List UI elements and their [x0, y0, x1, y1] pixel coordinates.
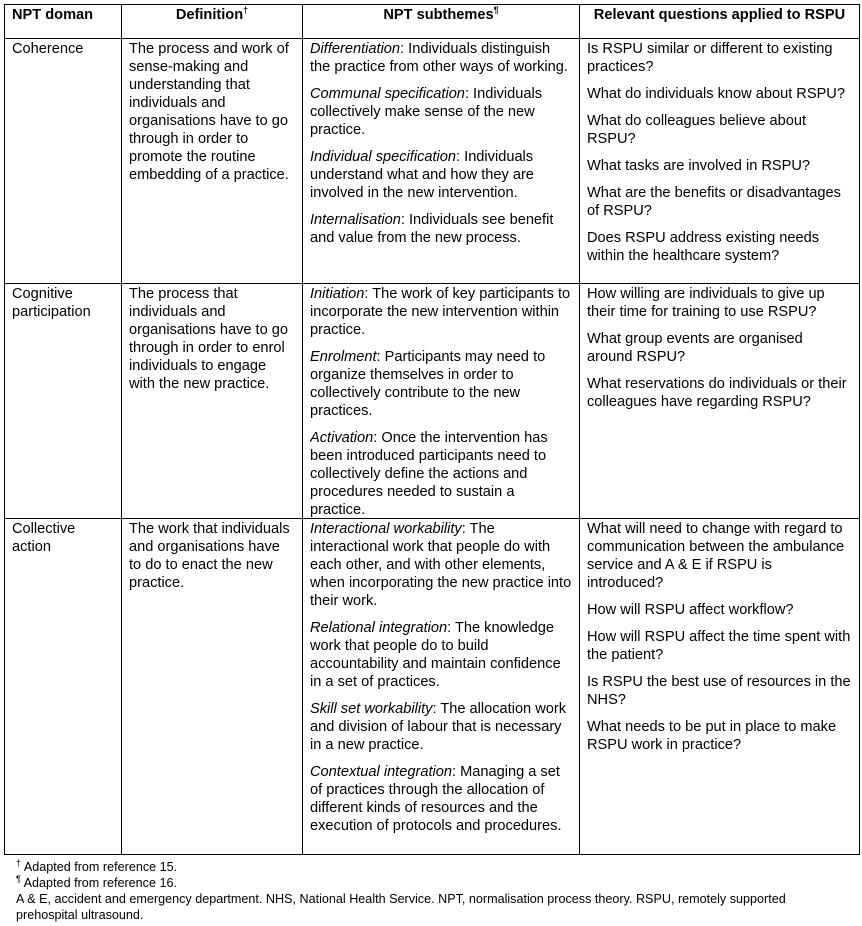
definition-cell: The work that individuals and organisations have to do to enact the new practice. — [122, 519, 303, 855]
subthemes-cell — [303, 519, 580, 855]
subtheme-text: : The knowledge work that people do to build accountability and maintain confidence in a set of practices. — [310, 620, 561, 690]
subtheme-term: Contextual integration — [310, 764, 452, 780]
question-item: What group events are organised around RSPU? — [587, 331, 803, 365]
subtheme-term: Enrolment — [310, 349, 377, 365]
npt-table — [4, 4, 860, 855]
footnote: † Adapted from reference 15. — [16, 858, 178, 874]
subtheme-item — [310, 285, 572, 339]
subtheme-text: : The allocation work and division of labour that is necessary in a new practice. — [310, 701, 567, 753]
question-item: What do individuals know about RSPU? — [587, 86, 845, 102]
subtheme-text: : Individuals see benefit and value from the new process. — [310, 212, 554, 246]
subtheme-text: : Individuals collectively make sense of the new practice. — [310, 86, 543, 138]
subtheme-text: : Individuals distinguish the practice from other ways of working. — [310, 41, 568, 75]
subtheme-term: Internalisation — [310, 212, 401, 228]
question-item: How will RSPU affect the time spent with the patient? — [587, 629, 851, 663]
questions-cell — [580, 519, 860, 855]
table-row — [5, 519, 860, 855]
table-footnotes — [16, 859, 846, 923]
question-item: What needs to be put in place to make RSPU work in practice? — [587, 719, 837, 753]
subtheme-term: Skill set workability — [310, 701, 433, 717]
header-row — [5, 5, 860, 39]
questions-cell — [580, 284, 860, 519]
question-item: What reservations do individuals or their colleagues have regarding RSPU? — [587, 376, 847, 410]
subtheme-text: : Managing a set of practices through the allocation of different kinds of resources and the execution of protocols and procedures. — [310, 764, 562, 834]
subtheme-text: : Participants may need to organize themselves in order to collectively contribute to the new practices. — [310, 349, 546, 419]
subtheme-item — [310, 429, 572, 518]
subtheme-term: Differentiation — [310, 41, 401, 57]
subtheme-text: : The work of key participants to incorporate the new intervention within practice. — [310, 286, 571, 338]
header-definition: Definition† — [122, 5, 303, 39]
subtheme-term: Initiation — [310, 286, 365, 302]
definition-cell: The process that individuals and organisations have to go through in order to enrol individuals to engage with the new practice. — [122, 284, 303, 519]
subtheme-item — [310, 619, 572, 691]
abbreviations-note: A & E, accident and emergency department. NHS, National Health Service. NPT, normalisation process theory. RSPU, remotely supported prehospital ultrasound. — [16, 892, 786, 922]
question-item: Does RSPU address existing needs within the healthcare system? — [587, 230, 819, 264]
subthemes-cell — [303, 284, 580, 519]
definition-cell: The process and work of sense-making and understanding that individuals and organisations have to go through in order to promote the routine embedding of a practice. — [122, 39, 303, 284]
question-item: How willing are individuals to give up their time for training to use RSPU? — [587, 286, 825, 320]
footnote: ¶ Adapted from reference 16. — [16, 874, 177, 890]
question-item: What will need to change with regard to communication between the ambulance service and A & E if RSPU is introduced? — [587, 521, 845, 591]
table-row — [5, 39, 860, 284]
table-row — [5, 284, 860, 519]
subtheme-term: Communal specification — [310, 86, 465, 102]
header-questions: Relevant questions applied to RSPU — [580, 5, 860, 39]
subtheme-item — [310, 85, 572, 139]
subtheme-text: : The interactional work that people do with each other, and with other elements, when incorporating the new practice into their work. — [310, 521, 572, 609]
subtheme-item — [310, 348, 572, 420]
question-item: Is RSPU similar or different to existing practices? — [587, 41, 833, 75]
subtheme-term: Relational integration — [310, 620, 448, 636]
question-item: How will RSPU affect workflow? — [587, 602, 794, 618]
subtheme-term: Interactional workability — [310, 521, 462, 537]
header-domain: NPT doman — [5, 5, 122, 39]
subtheme-item — [310, 148, 572, 202]
subtheme-item — [310, 520, 572, 610]
subtheme-term: Activation — [310, 430, 374, 446]
subtheme-term: Individual specification — [310, 149, 457, 165]
subthemes-cell — [303, 39, 580, 284]
subtheme-item — [310, 40, 572, 76]
subtheme-item — [310, 211, 572, 247]
subtheme-text: : Individuals understand what and how they are involved in the new intervention. — [310, 149, 534, 201]
question-item: Is RSPU the best use of resources in the NHS? — [587, 674, 851, 708]
subtheme-item — [310, 763, 572, 835]
question-item: What do colleagues believe about RSPU? — [587, 113, 807, 147]
question-item: What are the benefits or disadvantages of RSPU? — [587, 185, 841, 219]
domain-cell: Cognitive participation — [5, 284, 122, 519]
domain-cell: Coherence — [5, 39, 122, 284]
subtheme-item — [310, 700, 572, 754]
header-subthemes: NPT subthemes¶ — [303, 5, 580, 39]
domain-cell: Collective action — [5, 519, 122, 855]
questions-cell — [580, 39, 860, 284]
question-item: What tasks are involved in RSPU? — [587, 158, 811, 174]
subtheme-text: : Once the intervention has been introduced participants need to collectively define the actions and procedures needed to sustain a practice. — [310, 430, 548, 518]
